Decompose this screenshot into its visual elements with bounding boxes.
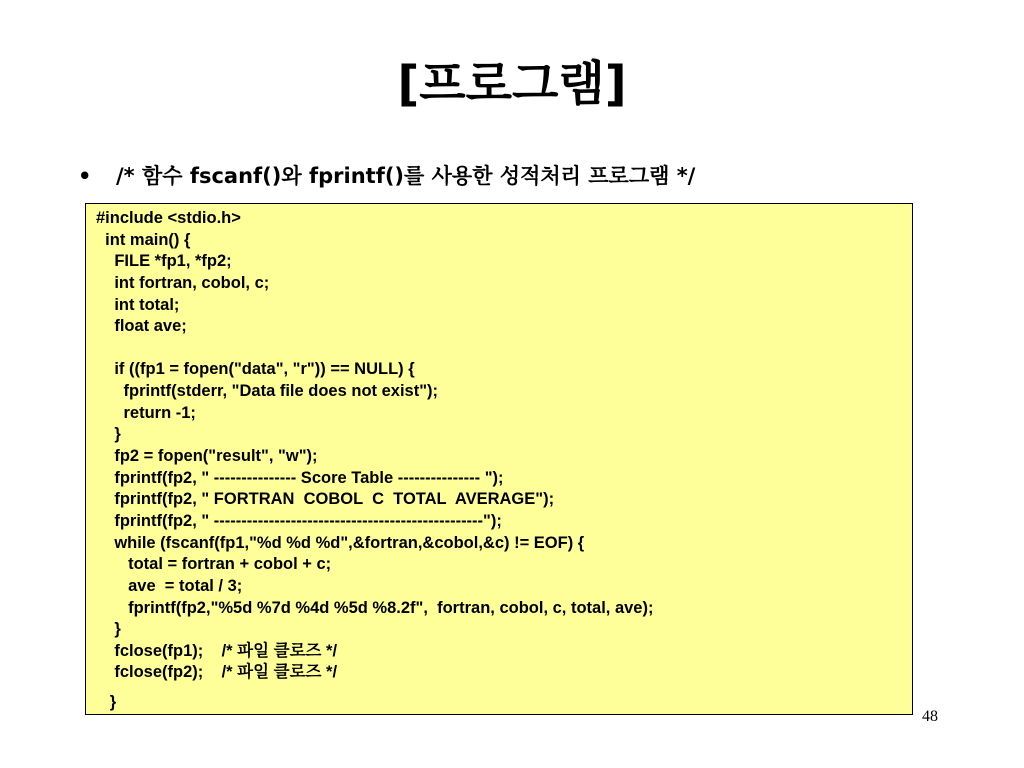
code-line: return -1; xyxy=(96,403,196,422)
code-line: fprintf(fp2, " -------------------------------------------------"); xyxy=(96,511,502,530)
code-line: } xyxy=(96,425,121,444)
code-block xyxy=(85,203,913,715)
code-line: fprintf(stderr, "Data file does not exist"); xyxy=(96,382,439,401)
bullet-marker: • xyxy=(78,164,92,188)
code-line: fprintf(fp2,"%5d %7d %4d %5d %8.2f", fortran, cobol, c, total, ave); xyxy=(96,598,654,617)
code-line: fclose(fp1); /* 파일 클로즈 */ xyxy=(96,641,338,660)
bullet-item xyxy=(78,160,695,192)
code-line: int fortran, cobol, c; xyxy=(96,273,270,292)
code-line: int total; xyxy=(96,295,180,314)
page-number: 48 xyxy=(922,708,938,725)
code-line: } xyxy=(96,620,121,639)
code-line: int main() { xyxy=(96,230,191,249)
code-line: FILE *fp1, *fp2; xyxy=(96,252,232,271)
code-line-closing-brace: } xyxy=(96,693,117,712)
code-line: while (fscanf(fp1,"%d %d %d",&fortran,&cobol,&c) != EOF) { xyxy=(96,533,585,552)
code-line: ave = total / 3; xyxy=(96,576,243,595)
code-line: if ((fp1 = fopen("data", "r")) == NULL) { xyxy=(96,360,415,379)
code-line: float ave; xyxy=(96,317,187,336)
code-lines xyxy=(96,208,653,714)
slide-title: [프로그램] xyxy=(397,56,627,112)
code-line: fclose(fp2); /* 파일 클로즈 */ xyxy=(96,663,338,682)
code-line: fprintf(fp2, " --------------- Score Table --------------- "); xyxy=(96,468,504,487)
code-line: fp2 = fopen("result", "w"); xyxy=(96,447,318,466)
code-line: #include <stdio.h> xyxy=(96,209,241,227)
bullet-text: /* 함수 fscanf()와 fprintf()를 사용한 성적처리 프로그램 */ xyxy=(116,164,696,188)
code-line: fprintf(fp2, " FORTRAN COBOL C TOTAL AVERAGE"); xyxy=(96,490,555,509)
code-line-blank xyxy=(96,338,653,360)
code-line: total = fortran + cobol + c; xyxy=(96,555,332,574)
